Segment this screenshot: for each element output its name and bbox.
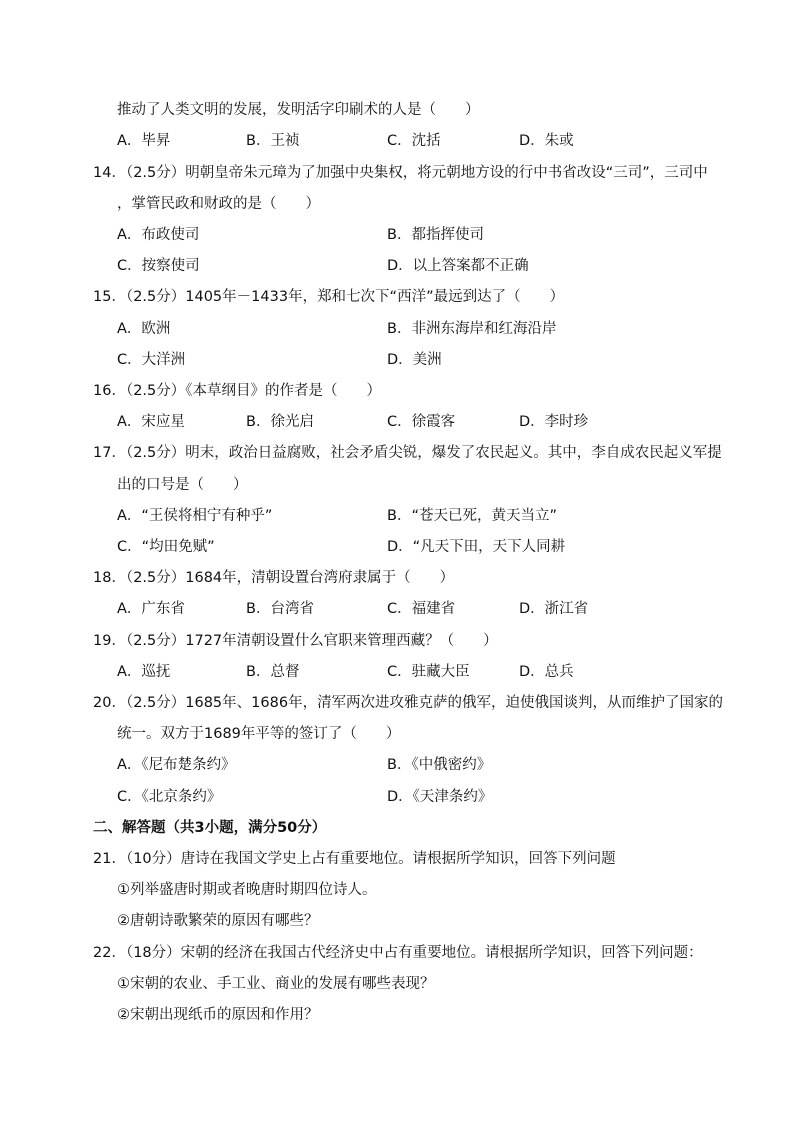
q13-option-a[interactable]: A．毕昇 — [117, 133, 171, 149]
q20-option-b[interactable]: B．《中俄密约》 — [387, 757, 492, 773]
q22-subquestion-1: ①宋朝的农业、手工业、商业的发展有哪些表现？ — [117, 976, 435, 992]
q22-stem-line1: 22．（18分）宋朝的经济在我国古代经济史中占有重要地位。请根据所学知识，回答下列问题： — [93, 945, 703, 961]
q14-stem-line2: ，掌管民政和财政的是（ ） — [117, 196, 320, 212]
q18-stem-line1: 18．（2.5分）1684年，清朝设置台湾府隶属于（ ） — [93, 570, 455, 586]
q15-option-d[interactable]: D．美洲 — [387, 352, 442, 368]
q18-option-a[interactable]: A．广东省 — [117, 601, 185, 617]
q21-subquestion-2: ②唐朝诗歌繁荣的原因有哪些？ — [117, 913, 319, 929]
q14-option-b[interactable]: B．都指挥使司 — [387, 227, 484, 243]
q20-option-c[interactable]: C．《北京条约》 — [117, 789, 222, 805]
q20-option-a[interactable]: A．《尼布楚条约》 — [117, 757, 236, 773]
q19-option-b[interactable]: B．总督 — [246, 664, 300, 680]
q16-option-c[interactable]: C．徐霞客 — [387, 414, 456, 430]
q17-option-c[interactable]: C．“均田免赋” — [117, 539, 215, 555]
q17-option-d[interactable]: D．“凡天下田，天下人同耕 — [387, 539, 566, 555]
q18-option-c[interactable]: C．福建省 — [387, 601, 456, 617]
section-heading-answers: 二、解答题（共3小题，满分50分） — [93, 820, 327, 836]
q17-option-a[interactable]: A．“王侯将相宁有种乎” — [117, 508, 273, 524]
q16-stem-line1: 16．（2.5分）《本草纲目》的作者是（ ） — [93, 383, 382, 399]
q17-stem-line1: 17．（2.5分）明末，政治日益腐败，社会矛盾尖锐，爆发了农民起义。其中，李自成农民起义军提 — [93, 445, 722, 461]
q22-subquestion-2: ②宋朝出现纸币的原因和作用？ — [117, 1007, 319, 1023]
q18-option-b[interactable]: B．台湾省 — [246, 601, 314, 617]
q20-stem-line1: 20．（2.5分）1685年、1686年，清军两次进攻雅克萨的俄军，迫使俄国谈判，从而维护了国家的 — [93, 695, 724, 711]
q21-stem-line1: 21．（10分）唐诗在我国文学史上占有重要地位。请根据所学知识，回答下列问题 — [93, 851, 616, 867]
q13-stem-continuation: 推动了人类文明的发展，发明活字印刷术的人是（ ） — [117, 102, 480, 118]
q20-option-d[interactable]: D．《天津条约》 — [387, 789, 493, 805]
q17-stem-line2: 出的口号是（ ） — [117, 477, 248, 493]
q13-option-b[interactable]: B．王祯 — [246, 133, 300, 149]
q19-stem-line1: 19．（2.5分）1727年清朝设置什么官职来管理西藏？（ ） — [93, 633, 498, 649]
q20-stem-line2: 统一。双方于1689年平等的签订了（ ） — [117, 726, 401, 742]
q19-option-a[interactable]: A．巡抚 — [117, 664, 171, 680]
q17-option-b[interactable]: B．“苍天已死，黄天当立” — [387, 508, 557, 524]
q21-subquestion-1: ①列举盛唐时期或者晚唐时期四位诗人。 — [117, 882, 377, 898]
q19-option-d[interactable]: D．总兵 — [519, 664, 574, 680]
q15-option-b[interactable]: B．非洲东海岸和红海沿岸 — [387, 321, 557, 337]
q16-option-b[interactable]: B．徐光启 — [246, 414, 314, 430]
q15-stem-line1: 15．（2.5分）1405年－1433年，郑和七次下“西洋”最远到达了（ ） — [93, 289, 565, 305]
q14-option-c[interactable]: C．按察使司 — [117, 258, 200, 274]
q18-option-d[interactable]: D．浙江省 — [519, 601, 589, 617]
q13-option-d[interactable]: D．朱或 — [519, 133, 574, 149]
q15-option-a[interactable]: A．欧洲 — [117, 321, 171, 337]
q16-option-a[interactable]: A．宋应星 — [117, 414, 185, 430]
q16-option-d[interactable]: D．李时珍 — [519, 414, 589, 430]
q14-stem-line1: 14．（2.5分）明朝皇帝朱元璋为了加强中央集权，将元朝地方设的行中书省改设“三司”，三司中 — [93, 165, 708, 181]
q14-option-d[interactable]: D．以上答案都不正确 — [387, 258, 529, 274]
q15-option-c[interactable]: C．大洋洲 — [117, 352, 186, 368]
q19-option-c[interactable]: C．驻藏大臣 — [387, 664, 470, 680]
q13-option-c[interactable]: C．沈括 — [387, 133, 441, 149]
q14-option-a[interactable]: A．布政使司 — [117, 227, 200, 243]
